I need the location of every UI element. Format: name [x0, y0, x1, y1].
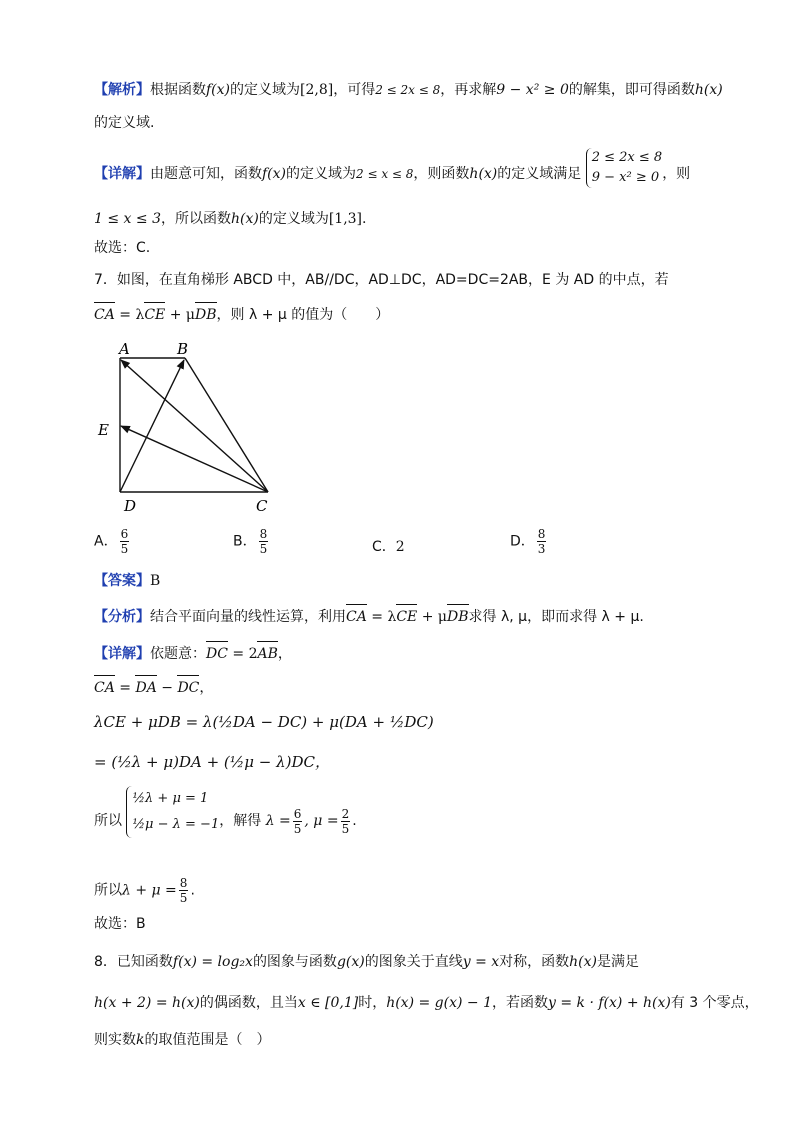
q7-eq4: = (½λ + μ)DA + (½μ − λ)DC， [94, 753, 331, 771]
q7-eq3: λCE + μDB = λ(½DA − DC) + μ(DA + ½DC) [94, 713, 434, 731]
q6-xiangjie-line3: 1 ≤ x ≤ 3，所以函数h(x)的定义域为[1,3]. [94, 211, 367, 227]
q7-eq2: CA = DA − DC， [94, 680, 214, 696]
option-b[interactable]: B． $\frac{8}{5}$ [233, 527, 268, 556]
option-c[interactable]: C．2 [372, 539, 405, 555]
label-d: D [124, 497, 137, 515]
q6-xiangjie-line: 【详解】由题意可知，函数f(x)的定义域为2 ≤ x ≤ 8，则函数h(x)的定义域满足 2 ≤ 2x ≤ 8 9 − x² ≥ 0 ，则 [94, 160, 690, 188]
q8-line3: 则实数k的取值范围是（ ） [94, 1032, 271, 1048]
edge-bc [185, 358, 268, 492]
domain-system: 2 ≤ 2x ≤ 8 9 − x² ≥ 0 [586, 148, 662, 188]
q8-line2: h(x + 2) = h(x)的偶函数，且当x ∈ [0,1]时，h(x) = g(x) − 1，若函数y = k · f(x) + h(x)有 3 个零点， [94, 995, 759, 1011]
option-d[interactable]: D． $\frac{8}{3}$ [510, 527, 546, 556]
xiangjie-tag: 【详解】 [94, 166, 150, 182]
q7-sum-line: 所以λ + μ = $\frac{8}{5}$ . [94, 876, 195, 905]
label-a: A [119, 340, 130, 358]
label-e: E [98, 421, 109, 439]
q6-jiexi-line2: 的定义域. [94, 115, 155, 131]
trapezoid-figure [92, 338, 292, 518]
q6-jiexi-line1: 【解析】根据函数f(x)的定义域为[2,8]，可得2 ≤ 2x ≤ 8，再求解9 − x² ≥ 0的解集，即可得函数h(x) [94, 82, 723, 98]
jiexi-tag: 【解析】 [94, 82, 150, 98]
vector-db [120, 360, 184, 492]
q7-daan: 【答案】B [94, 573, 161, 589]
q7-answer: 故选：B [94, 916, 146, 932]
q8-line1: 8．已知函数f(x) = log₂x的图象与函数g(x)的图象关于直线y = x对称，函数h(x)是满足 [94, 954, 639, 970]
label-b: B [177, 340, 189, 358]
q7-system-line: 所以 ½λ + μ = 1 ½μ − λ = −1，解得 λ = $\frac{6}{5}$ , μ = $\frac{2}{5}$ . [94, 804, 357, 838]
vector-ca [121, 360, 268, 492]
option-a[interactable]: A． $\frac{6}{5}$ [94, 527, 129, 556]
q7-stem-line2: CA = λCE + μDB，则 λ + μ 的值为（ ） [94, 307, 390, 323]
q7-fenxi: 【分析】结合平面向量的线性运算，利用CA = λCE + μDB求得 λ, μ，即而求得 λ + μ. [94, 609, 644, 625]
vector-ce [121, 426, 268, 492]
q7-xiangjie: 【详解】依题意：DC = 2AB， [94, 646, 292, 662]
q7-stem-line1: 7．如图，在直角梯形 ABCD 中，AB//DC，AD⊥DC，AD=DC=2AB，E 为 AD 的中点，若 [94, 272, 669, 288]
label-c: C [256, 497, 268, 515]
lambda-mu-system: ½λ + μ = 1 ½μ − λ = −1 [126, 786, 219, 838]
q6-answer: 故选：C. [94, 240, 151, 256]
